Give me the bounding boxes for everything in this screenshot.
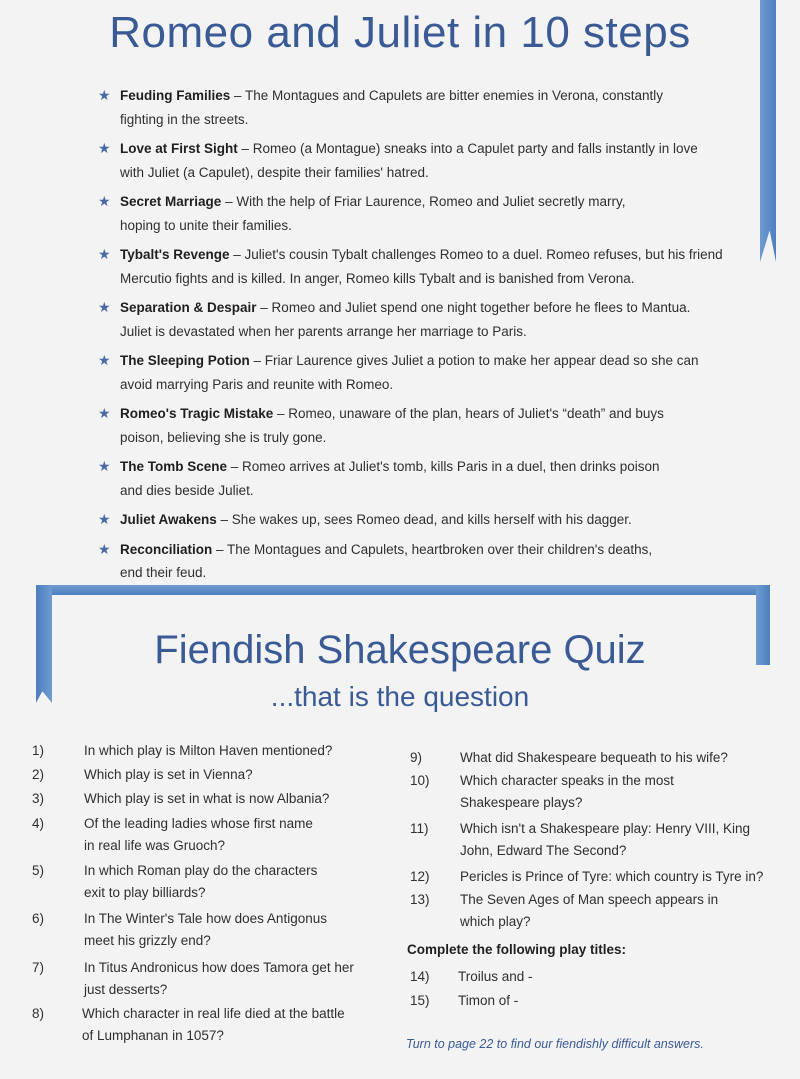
question-item: 1) In which play is Milton Haven mentioned? — [32, 743, 333, 758]
star-icon: ★ — [98, 193, 111, 209]
question-item: 8) Which character in real life died at the battle of Lumphanan in 1057? — [32, 1006, 345, 1043]
step-item: ★ Love at First Sight – Romeo (a Montague) sneaks into a Capulet party and falls instantly in love with Juliet (a Capulet), despite their families' hatred. — [98, 137, 738, 184]
step-item: ★ Romeo's Tragic Mistake – Romeo, unaware of the plan, hears of Juliet's “death” and buys poison, believing she is truly gone. — [98, 402, 738, 449]
step-item: ★ Secret Marriage – With the help of Friar Laurence, Romeo and Juliet secretly marry, hoping to unite their families. — [98, 190, 738, 237]
star-icon: ★ — [98, 246, 111, 262]
step-item: ★ The Sleeping Potion – Friar Laurence gives Juliet a potion to make her appear dead so she can avoid marrying Paris and reunite with Romeo. — [98, 349, 738, 396]
star-icon: ★ — [98, 511, 111, 527]
question-item: 12) Pericles is Prince of Tyre: which country is Tyre in? — [410, 869, 764, 884]
step-item: ★ Separation & Despair – Romeo and Juliet spend one night together before he flees to Mantua. Juliet is devastated when her parents arrange her marriage to Paris. — [98, 296, 738, 343]
question-item: 9) What did Shakespeare bequeath to his wife? — [410, 750, 728, 765]
question-item: 3) Which play is set in what is now Albania? — [32, 791, 330, 806]
star-icon: ★ — [98, 140, 111, 156]
question-item: 7) In Titus Andronicus how does Tamora get her just desserts? — [32, 960, 354, 997]
step-item: ★ Juliet Awakens – She wakes up, sees Romeo dead, and kills herself with his dagger. — [98, 508, 738, 532]
question-item: 10) Which character speaks in the most Shakespeare plays? — [410, 773, 674, 810]
step-item: ★ The Tomb Scene – Romeo arrives at Juliet's tomb, kills Paris in a duel, then drinks poison and dies beside Juliet. — [98, 455, 738, 502]
question-item: 15) Timon of - — [410, 993, 519, 1008]
question-item: 11) Which isn't a Shakespeare play: Henry VIII, King John, Edward The Second? — [410, 821, 750, 858]
question-item: 5) In which Roman play do the characters exit to play billiards? — [32, 863, 318, 900]
question-item: 13) The Seven Ages of Man speech appears in which play? — [410, 892, 719, 929]
question-item: 6) In The Winter's Tale how does Antigonus meet his grizzly end? — [32, 911, 327, 948]
star-icon: ★ — [98, 540, 111, 557]
question-item: 14) Troilus and - — [410, 969, 533, 984]
steps-list — [98, 84, 738, 591]
banner-top-line — [36, 585, 770, 595]
star-icon: ★ — [98, 87, 111, 103]
star-icon: ★ — [98, 458, 111, 474]
star-icon: ★ — [98, 405, 111, 421]
step-item: ★ Feuding Families – The Montagues and Capulets are bitter enemies in Verona, constantly fighting in the streets. — [98, 84, 738, 131]
quiz-subtitle: ...that is the question — [270, 681, 530, 712]
steps-title: Romeo and Juliet in 10 steps — [109, 8, 691, 57]
question-item: 4) Of the leading ladies whose first name in real life was Gruoch? — [32, 816, 313, 853]
quiz-title: Fiendish Shakespeare Quiz — [154, 628, 646, 672]
complete-titles-heading: Complete the following play titles: — [407, 942, 627, 957]
step-item: ★ Reconciliation – The Montagues and Capulets, heartbroken over their children's deaths, end their feud. — [98, 538, 738, 585]
star-icon: ★ — [98, 299, 111, 315]
step-item: ★ Tybalt's Revenge – Juliet's cousin Tybalt challenges Romeo to a duel. Romeo refuses, but his friend Mercutio fights and is killed. In anger, Romeo kills Tybalt and is banished from Verona. — [98, 243, 738, 290]
answers-footer-note: Turn to page 22 to find our fiendishly difficult answers. — [406, 1037, 704, 1051]
question-item: 2) Which play is set in Vienna? — [32, 767, 253, 782]
star-icon: ★ — [98, 352, 111, 368]
